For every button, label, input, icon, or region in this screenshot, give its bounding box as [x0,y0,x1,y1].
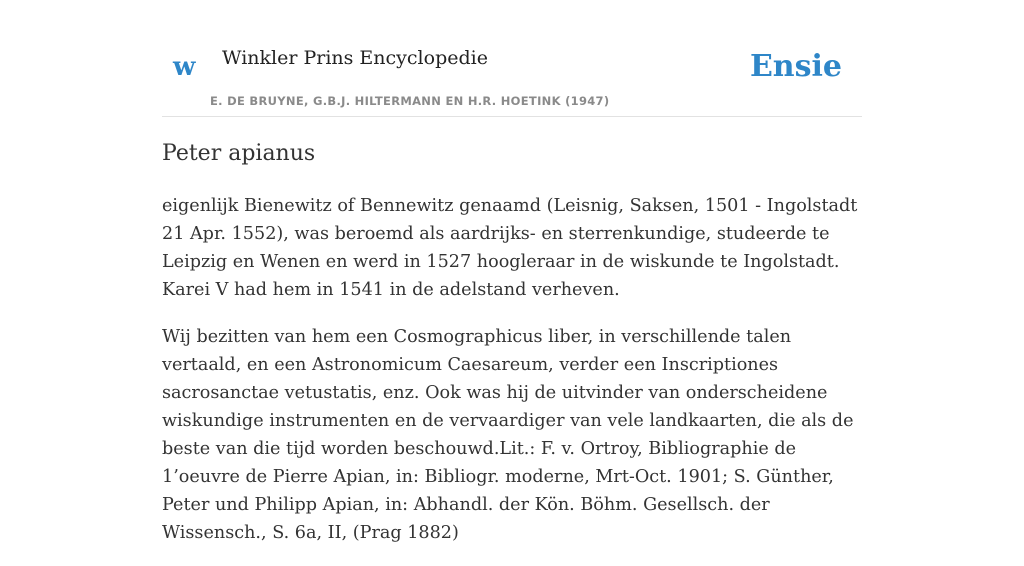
source-header [162,40,862,117]
article-paragraph-1: eigenlijk Bienewitz of Bennewitz genaamd (Leisnig, Saksen, 1501 - Ingolstadt 21 Apr. 1552), was beroemd als aardrijks- en sterrenkundige, studeerde te Leipzig en Wenen en werd in 1527 hoogleraar in de wiskunde te Ingolstadt. Karei V had hem in 1541 in de adelstand verheven. [162,196,858,300]
article-title: Peter apianus [162,141,316,166]
source-authors: E. DE BRUYNE, G.B.J. HILTERMANN EN H.R. HOETINK (1947) [210,94,610,108]
article-paragraph-2: Wij bezitten van hem een Cosmographicus liber, in verschillende talen vertaald, en een Astronomicum Caesareum, verder een Inscriptiones sacrosanctae vetustatis, enz. Ook was hij de uitvinder van onderscheidene wiskundige instrumenten en de vervaardiger van vele landkaarten, die als de beste van die tijd worden beschouwd.Lit.: F. v. Ortroy, Bibliographie de 1’oeuvre de Pierre Apian, in: Bibliogr. moderne, Mrt-Oct. 1901; S. Günther, Peter und Philipp Apian, in: Abhandl. der Kön. Böhm. Gesellsch. der Wissensch., S. 6a, II, (Prag 1882) [162,327,854,543]
source-title-link[interactable]: Winkler Prins Encyclopedie [222,47,488,69]
article [162,138,864,566]
ensie-logo-link[interactable]: Ensie [749,49,842,84]
source-logo[interactable]: w [173,52,196,82]
